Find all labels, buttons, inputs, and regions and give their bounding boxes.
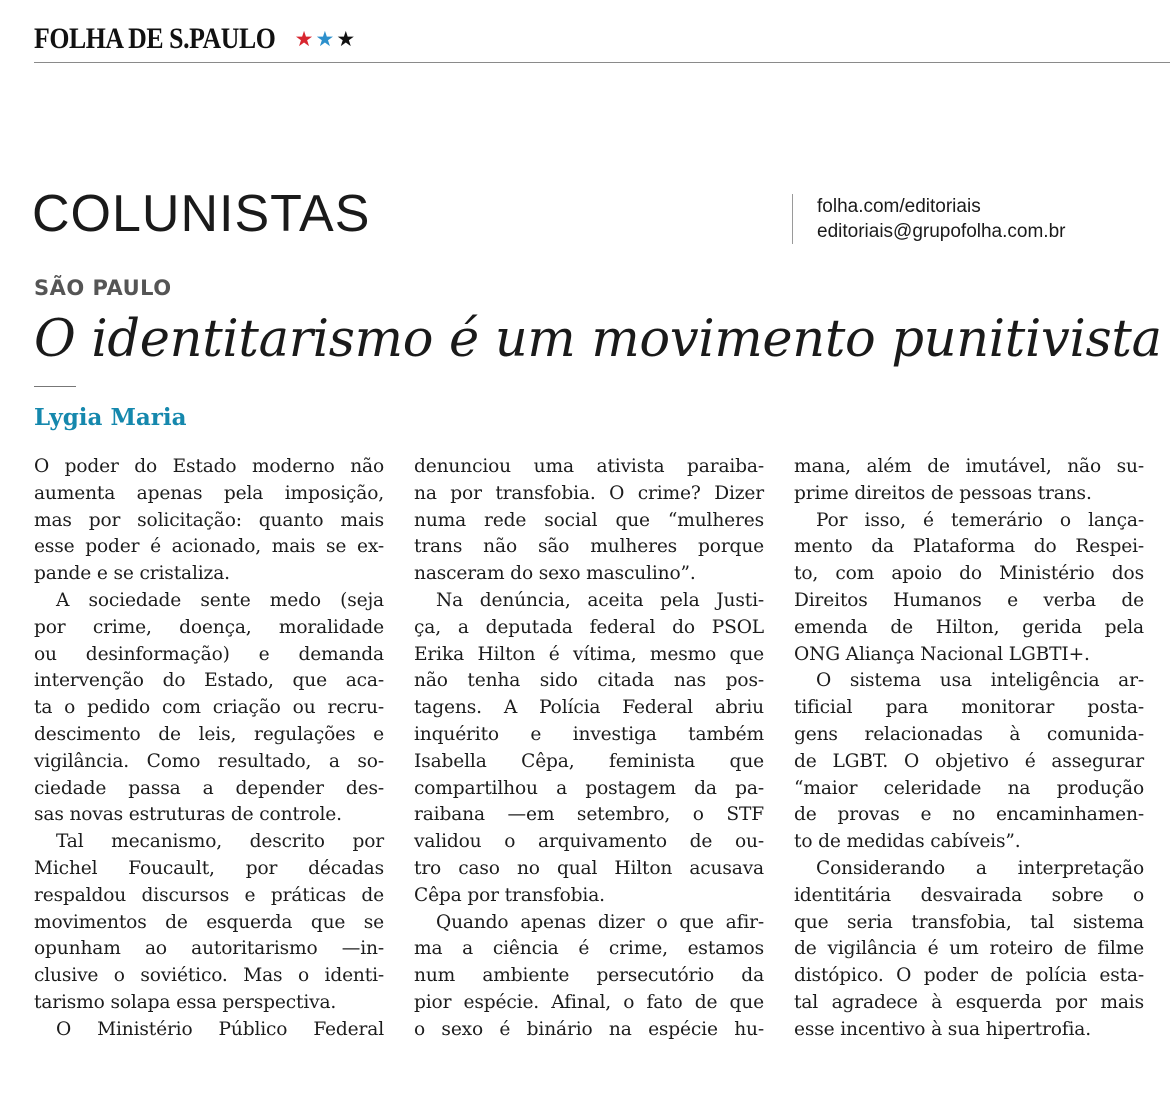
body-text-line: tificial para monitorar posta- (794, 697, 1144, 719)
body-text-line: de vigilância é um roteiro de filme (794, 938, 1144, 960)
body-text-line: Por isso, é temerário o lança- (816, 509, 1144, 531)
body-text-line: de LGBT. O objetivo é assegurar (794, 750, 1144, 772)
body-text-line: trans não são mulheres porque (414, 536, 764, 558)
body-text-line: intervenção do Estado, que aca- (34, 670, 384, 692)
body-text-line: ça, a deputada federal do PSOL (414, 616, 764, 638)
body-text-line: to, com apoio do Ministério dos (794, 563, 1144, 585)
body-text-line: Direitos Humanos e verba de (794, 589, 1144, 611)
article-column-2 (414, 454, 764, 1044)
body-text-line: pande e se cristaliza. (34, 563, 230, 585)
body-text-line: Isabella Cêpa, feminista que (414, 750, 764, 772)
body-text-line: respaldou discursos e práticas de (34, 884, 384, 906)
body-text-line: na por transfobia. O crime? Dizer (414, 482, 764, 504)
body-text-line: to de medidas cabíveis”. (794, 831, 1021, 853)
section-title: COLUNISTAS (32, 185, 371, 243)
body-text-line: não tenha sido citada nas pos- (414, 670, 764, 692)
body-text-line: Considerando a interpretação (816, 857, 1144, 879)
body-text-line: numa rede social que “mulheres (414, 509, 764, 531)
body-text-line: emenda de Hilton, gerida pela (794, 616, 1144, 638)
body-text-line: sas novas estruturas de controle. (34, 804, 342, 826)
black-star-icon: ★ (336, 27, 358, 51)
body-text-line: tro caso no qual Hilton acusava (414, 857, 764, 879)
body-text-line: denunciou uma ativista paraiba- (414, 456, 764, 477)
body-text-line: tal agradece à esquerda por mais (794, 991, 1144, 1013)
body-text-line: raibana —em setembro, o STF (414, 804, 764, 826)
body-text-line: movimentos de esquerda que se (34, 911, 384, 933)
body-text-line: Tal mecanismo, descrito por (56, 831, 384, 853)
article-column-1 (34, 454, 384, 1044)
body-text-line: O Ministério Público Federal (56, 1018, 384, 1040)
body-text-line: de provas e no encaminhamen- (794, 804, 1144, 826)
body-text-line: nasceram do sexo masculino”. (414, 563, 696, 585)
body-text-line: ciedade passa a depender des- (34, 777, 384, 799)
body-text-line: Quando apenas dizer o que afir- (436, 911, 764, 933)
body-text-line: ONG Aliança Nacional LGBTI+. (794, 643, 1090, 665)
body-text-line: Cêpa por transfobia. (414, 884, 605, 906)
contact-block (792, 194, 1065, 244)
body-text-line: inquérito e investiga também (414, 723, 764, 745)
editorials-email[interactable]: editoriais@grupofolha.com.br (817, 221, 1066, 242)
body-text-line: tagens. A Polícia Federal abriu (414, 697, 764, 719)
body-text-line: compartilhou a postagem da pa- (414, 777, 764, 799)
body-text-line: o sexo é binário na espécie hu- (414, 1018, 764, 1040)
body-text-line: num ambiente persecutório da (414, 965, 764, 987)
body-text-line: clusive o soviético. Mas o identi- (34, 965, 384, 987)
body-text-line: pior espécie. Afinal, o fato de que (414, 991, 764, 1013)
newspaper-logo[interactable]: FOLHA DE S.PAULO (34, 22, 276, 55)
article-kicker: SÃO PAULO (34, 276, 172, 300)
body-text-line: O poder do Estado moderno não (34, 456, 384, 477)
body-text-line: mas por solicitação: quanto mais (34, 509, 384, 531)
article-column-3 (794, 454, 1144, 1044)
headline-divider (34, 386, 76, 387)
body-text-line: prime direitos de pessoas trans. (794, 482, 1092, 504)
article-author[interactable]: Lygia Maria (34, 404, 187, 431)
body-text-line: mana, além de imutável, não su- (794, 456, 1144, 477)
body-text-line: que seria transfobia, tal sistema (794, 911, 1144, 933)
body-text-line: esse incentivo à sua hipertrofia. (794, 1018, 1091, 1040)
article-headline: O identitarismo é um movimento punitivista (34, 310, 1162, 369)
body-text-line: Erika Hilton é vítima, mesmo que (414, 643, 764, 665)
red-star-icon: ★ (294, 27, 316, 51)
body-text-line: validou o arquivamento de ou- (414, 831, 764, 853)
body-text-line: Michel Foucault, por décadas (34, 857, 384, 879)
editorials-link[interactable]: folha.com/editoriais (817, 196, 981, 217)
body-text-line: ta o pedido com criação ou recru- (34, 697, 384, 719)
blue-star-icon: ★ (315, 27, 337, 51)
body-text-line: descimento de leis, regulações e (34, 723, 384, 745)
body-text-line: vigilância. Como resultado, a so- (34, 750, 384, 772)
masthead (34, 22, 357, 56)
body-text-line: ou desinformação) e demanda (34, 643, 384, 665)
body-text-line: Na denúncia, aceita pela Justi- (436, 589, 764, 611)
stars-icon (295, 27, 357, 51)
body-text-line: esse poder é acionado, mais se ex- (34, 536, 384, 558)
body-text-line: distópico. O poder de polícia esta- (794, 965, 1144, 987)
body-text-line: O sistema usa inteligência ar- (816, 670, 1144, 692)
body-text-line: por crime, doença, moralidade (34, 616, 384, 638)
body-text-line: identitária desvairada sobre o (794, 884, 1144, 906)
masthead-divider (34, 62, 1170, 63)
body-text-line: gens relacionadas à comunida- (794, 723, 1144, 745)
body-text-line: ma a ciência é crime, estamos (414, 938, 764, 960)
body-text-line: opunham ao autoritarismo —in- (34, 938, 384, 960)
body-text-line: aumenta apenas pela imposição, (34, 482, 384, 504)
body-text-line: mento da Plataforma do Respei- (794, 536, 1144, 558)
body-text-line: tarismo solapa essa perspectiva. (34, 991, 337, 1013)
body-text-line: A sociedade sente medo (seja (56, 589, 384, 611)
body-text-line: “maior celeridade na produção (794, 777, 1144, 799)
